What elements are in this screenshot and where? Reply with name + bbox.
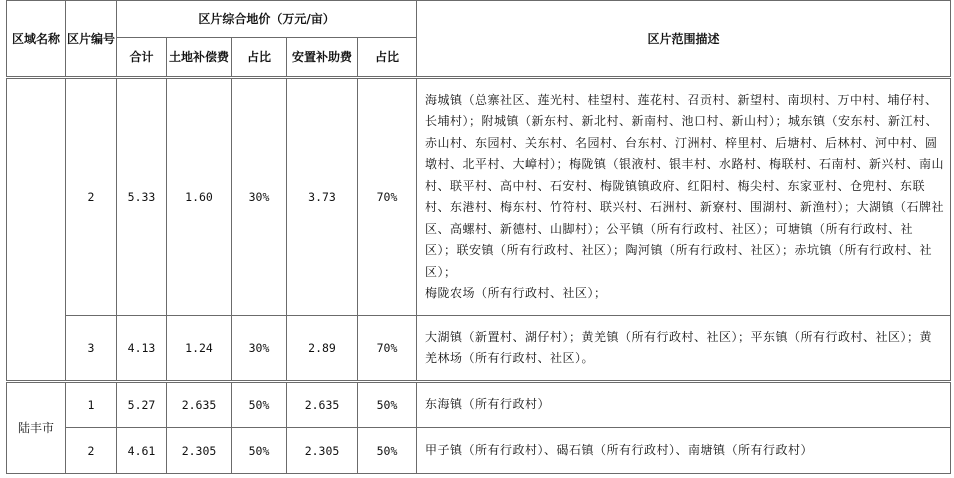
resettle-cell: 2.89 [287,316,358,382]
header-ratio-1: 占比 [232,38,287,78]
land-comp-cell: 2.635 [167,382,232,428]
land-comp-cell: 1.60 [167,78,232,316]
ratio-cell: 50% [232,428,287,474]
header-desc: 区片范围描述 [417,1,951,78]
header-price-group: 区片综合地价（万元/亩） [117,1,417,38]
header-ratio-2: 占比 [358,38,417,78]
ratio-cell: 50% [358,382,417,428]
total-cell: 5.27 [117,382,167,428]
resettle-cell: 2.635 [287,382,358,428]
ratio-cell: 30% [232,78,287,316]
land-price-table [6,0,951,474]
ratio-cell: 50% [358,428,417,474]
zone-cell: 2 [66,428,117,474]
desc-cell [417,78,951,316]
header-resettle: 安置补助费 [287,38,358,78]
region-cell [7,78,66,382]
desc-cell: 甲子镇（所有行政村）、碣石镇（所有行政村）、南塘镇（所有行政村） [417,428,951,474]
land-comp-cell: 2.305 [167,428,232,474]
resettle-cell: 3.73 [287,78,358,316]
total-cell: 5.33 [117,78,167,316]
header-row-1 [7,1,951,38]
ratio-cell: 70% [358,316,417,382]
total-cell: 4.61 [117,428,167,474]
header-region: 区域名称 [7,1,66,78]
region-cell: 陆丰市 [7,382,66,474]
zone-cell: 3 [66,316,117,382]
header-total: 合计 [117,38,167,78]
land-comp-cell: 1.24 [167,316,232,382]
ratio-cell: 70% [358,78,417,316]
zone-cell: 2 [66,78,117,316]
resettle-cell: 2.305 [287,428,358,474]
ratio-cell: 50% [232,382,287,428]
desc-text: 海城镇（总寨社区、莲光村、桂望村、莲花村、召贡村、新望村、南坝村、万中村、埔仔村、长埔村）；附城镇（新东村、新北村、新南村、池口村、新山村）；城东镇（安东村、新江村、赤山村、东园村、关东村、名园村、台东村、汀洲村、梓里村、后塘村、后林村、河中村、圆墩村、北平村、大嶂村）；梅陇镇（银液村、银丰村、水路村、梅联村、石南村、新兴村、南山村、联平村、高中村、石安村、梅陇镇镇政府、红阳村、梅尖村、东家亚村、仓兜村、东联村、东港村、梅东村、竹符村、联兴村、石洲村、新寮村、围湖村、新渔村）；大湖镇（石牌社区、高螺村、新德村、山脚村）；公平镇（所有行政村、社区）；可塘镇（所有行政村、社区）；联安镇（所有行政村、社区）；陶河镇（所有行政村、社区）；赤坑镇（所有行政村、社区）； [425,92,945,279]
header-zone-no: 区片编号 [66,1,117,78]
table-row [7,316,951,382]
table-row [7,78,951,316]
desc-cell: 东海镇（所有行政村） [417,382,951,428]
desc-text-extra: 梅陇农场（所有行政村、社区）； [425,286,607,300]
header-land-comp: 土地补偿费 [167,38,232,78]
ratio-cell: 30% [232,316,287,382]
table-row [7,382,951,428]
total-cell: 4.13 [117,316,167,382]
table-row [7,428,951,474]
zone-cell: 1 [66,382,117,428]
desc-cell: 大湖镇（新置村、湖仔村）；黄羌镇（所有行政村、社区）；平东镇（所有行政村、社区）；黄羌林场（所有行政村、社区）。 [417,316,951,382]
